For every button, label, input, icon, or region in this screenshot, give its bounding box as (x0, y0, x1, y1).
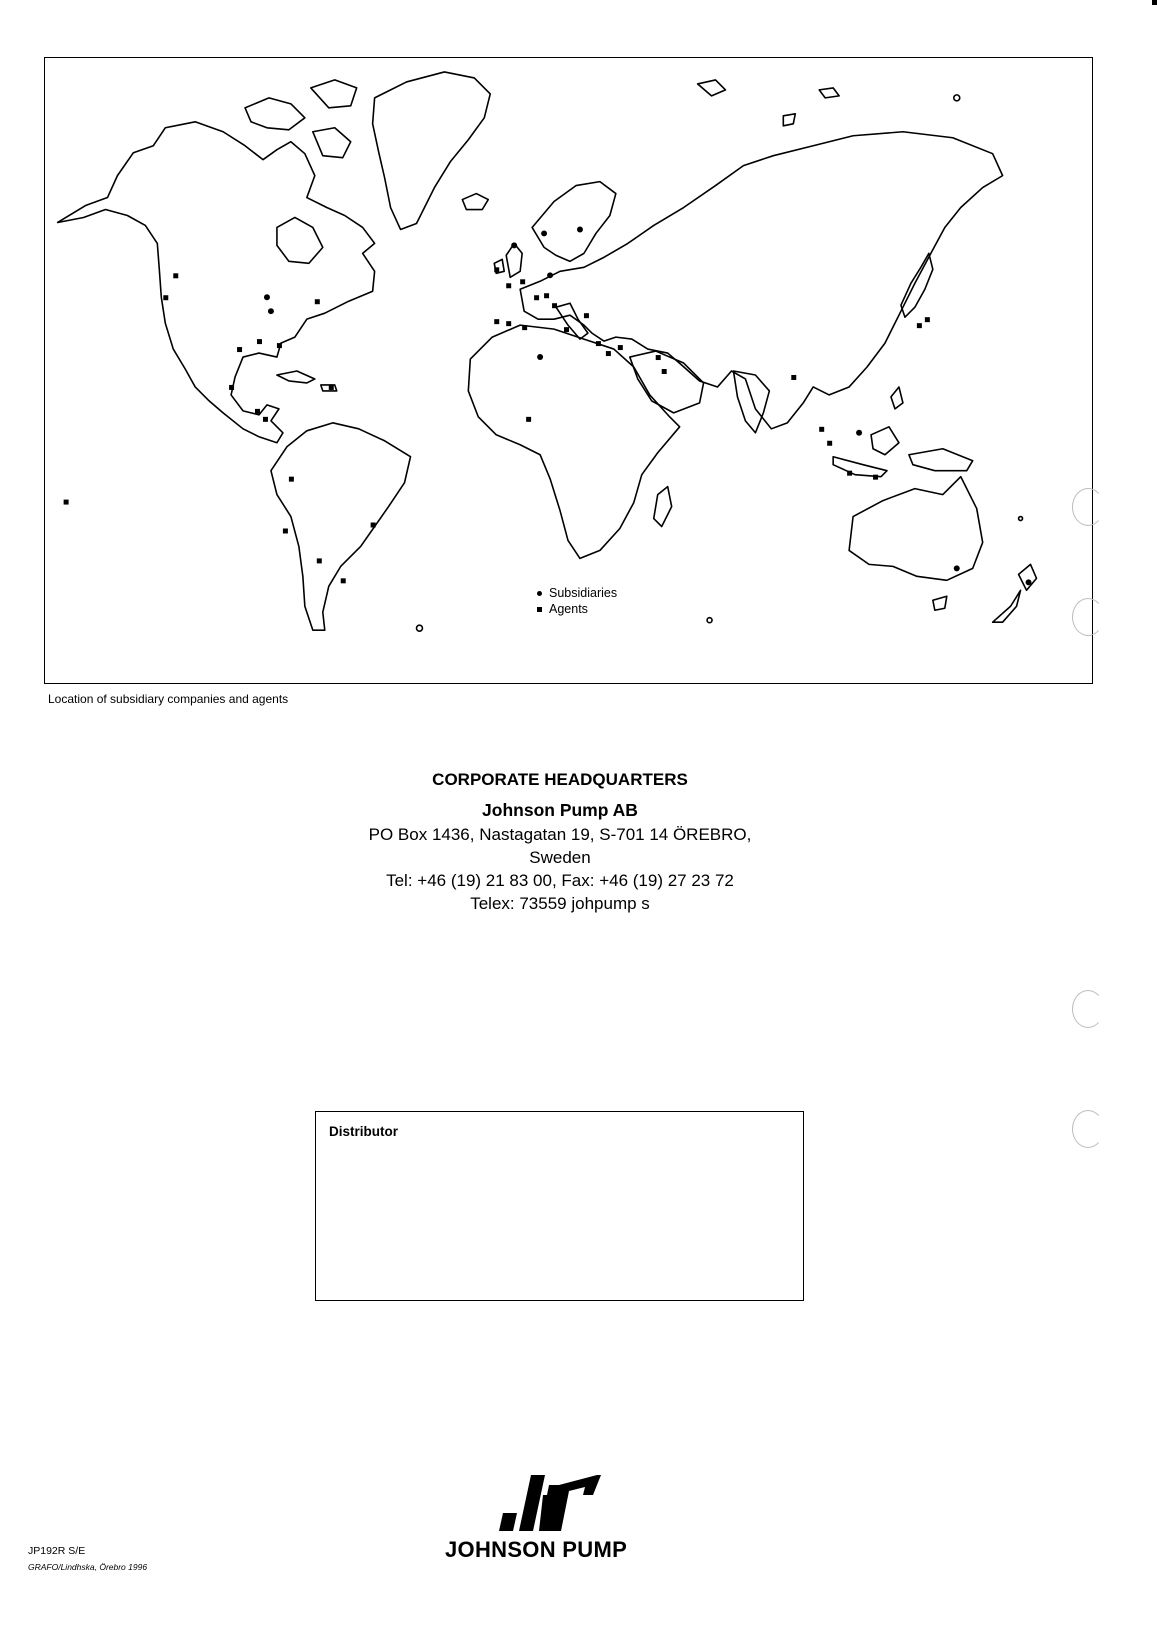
legend-agents (533, 601, 617, 617)
agent-square-icon (533, 607, 545, 612)
corporate-headquarters (300, 770, 820, 915)
legend-subsidiaries (533, 585, 617, 601)
distributor-label: Distributor (329, 1124, 398, 1139)
punch-hole (1072, 598, 1104, 636)
hq-telex: Telex: 73559 johpump s (470, 894, 650, 913)
corner-mark (1152, 0, 1157, 5)
map-legend (533, 585, 617, 617)
logo-wordmark: JOHNSON PUMP (445, 1537, 628, 1562)
hq-phone-fax: Tel: +46 (19) 21 83 00, Fax: +46 (19) 27 23 72 (386, 871, 734, 890)
punch-hole (1072, 990, 1104, 1028)
punch-hole (1072, 1110, 1104, 1148)
distributor-box (315, 1111, 804, 1301)
hq-address-line2: Sweden (529, 848, 591, 867)
agent-markers (64, 267, 930, 583)
world-map (44, 57, 1093, 684)
document-code: JP192R S/E (28, 1545, 86, 1557)
subsidiary-dot-icon (533, 591, 545, 596)
johnson-pump-logo (445, 1471, 675, 1563)
map-caption: Location of subsidiary companies and agents (48, 692, 289, 706)
hq-company: Johnson Pump AB (482, 800, 638, 820)
legend-agents-label: Agents (549, 602, 588, 616)
hq-title: CORPORATE HEADQUARTERS (432, 770, 688, 789)
jp-logo-icon (497, 1471, 605, 1533)
punch-hole (1072, 488, 1104, 526)
print-credit: GRAFO/Lindhska, Örebro 1996 (28, 1562, 148, 1572)
hq-address-line1: PO Box 1436, Nastagatan 19, S-701 14 ÖREBRO, (368, 825, 752, 844)
legend-subsidiaries-label: Subsidiaries (549, 586, 618, 600)
